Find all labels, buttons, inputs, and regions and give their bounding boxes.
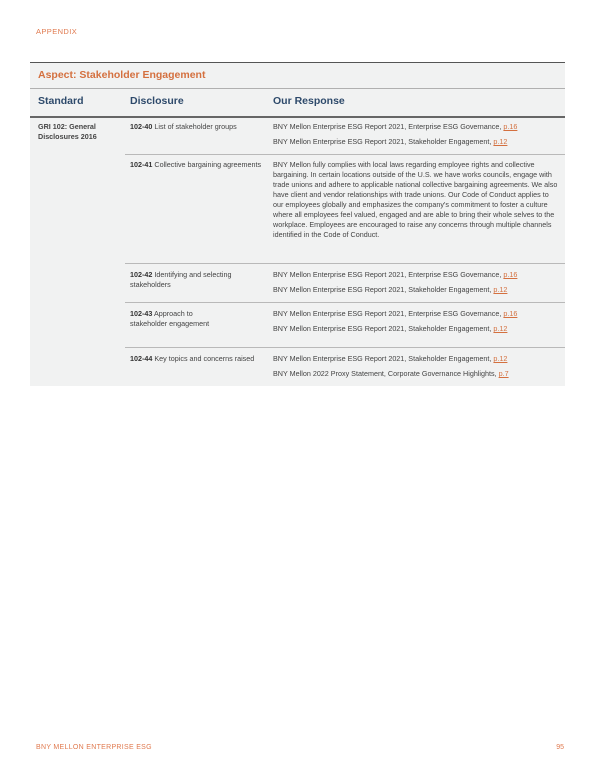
disclosure-title: Collective bargaining agreements [152,160,262,169]
response-cell [273,354,558,384]
disclosure-table [30,62,565,386]
table-header [30,93,565,113]
divider [30,116,565,118]
disclosure-title: Identifying and selecting stakeholders [130,270,232,289]
response-line [273,309,558,319]
aspect-title: Aspect: Stakeholder Engagement [38,69,206,81]
response-line [273,369,558,379]
page-link[interactable]: p.12 [493,354,508,363]
page-link[interactable]: p.12 [493,137,508,146]
disclosure-code: 102-42 [130,270,153,279]
response-line [273,285,558,295]
divider [125,347,565,348]
response-text: BNY Mellon Enterprise ESG Report 2021, Enterprise ESG Governance, [273,270,504,279]
disclosure-code: 102-40 [130,122,153,131]
divider [125,263,565,264]
page-link[interactable]: p.16 [503,270,518,279]
table-row [130,160,262,170]
response-text: BNY Mellon Enterprise ESG Report 2021, Stakeholder Engagement, [273,324,494,333]
response-paragraph: BNY Mellon fully complies with local laws regarding employee rights and collective bargaining. In certain locations outside of the U.S. we have works councils, engage with trade unions and adhere to applicable national collective bargaining agreements. We also have client and vendor relationships with trade unions. Our Code of Conduct applies to our employees globally and emphasizes the company's commitment to foster a culture where all employees feel valued, engaged and are able to bring their whole selves to the workplace. Employees are encouraged to raise any concerns through multiple channels identified in the Code of Conduct. [273,160,558,239]
response-text: BNY Mellon Enterprise ESG Report 2021, Stakeholder Engagement, [273,354,494,363]
footer-brand: BNY MELLON ENTERPRISE ESG [36,744,152,751]
response-cell [273,309,558,339]
page-link[interactable]: p.16 [503,122,518,131]
disclosure-code: 102-41 [130,160,153,169]
page-number: 95 [556,744,564,751]
disclosure-title: Key topics and concerns raised [152,354,255,363]
divider [125,302,565,303]
table-row [130,270,262,290]
response-line [273,137,558,147]
disclosure-code: 102-44 [130,354,153,363]
response-text: BNY Mellon Enterprise ESG Report 2021, Stakeholder Engagement, [273,285,494,294]
divider [30,88,565,89]
disclosure-code: 102-43 [130,309,153,318]
response-cell [273,122,558,152]
section-label: APPENDIX [36,27,78,36]
standard-label: GRI 102: General Disclosures 2016 [38,122,97,141]
column-header-response: Our Response [273,95,345,107]
response-text: BNY Mellon Enterprise ESG Report 2021, Enterprise ESG Governance, [273,122,504,131]
page-link[interactable]: p.7 [498,369,509,378]
table-row [130,122,262,132]
disclosure-title: Approach to stakeholder engagement [130,309,210,328]
response-line [273,270,558,280]
column-header-disclosure: Disclosure [130,95,184,107]
response-line [273,354,558,364]
response-cell [273,270,558,300]
response-line [273,324,558,334]
page-link[interactable]: p.12 [493,324,508,333]
table-row [130,309,220,329]
response-text: BNY Mellon Enterprise ESG Report 2021, Stakeholder Engagement, [273,137,494,146]
response-cell [273,160,558,240]
response-text: BNY Mellon Enterprise ESG Report 2021, Enterprise ESG Governance, [273,309,504,318]
disclosure-title: List of stakeholder groups [152,122,237,131]
page-link[interactable]: p.16 [503,309,518,318]
response-text: BNY Mellon 2022 Proxy Statement, Corporate Governance Highlights, [273,369,499,378]
response-line [273,122,558,132]
page-link[interactable]: p.12 [493,285,508,294]
divider [125,154,565,155]
table-row [130,354,262,364]
column-header-standard: Standard [38,95,84,107]
